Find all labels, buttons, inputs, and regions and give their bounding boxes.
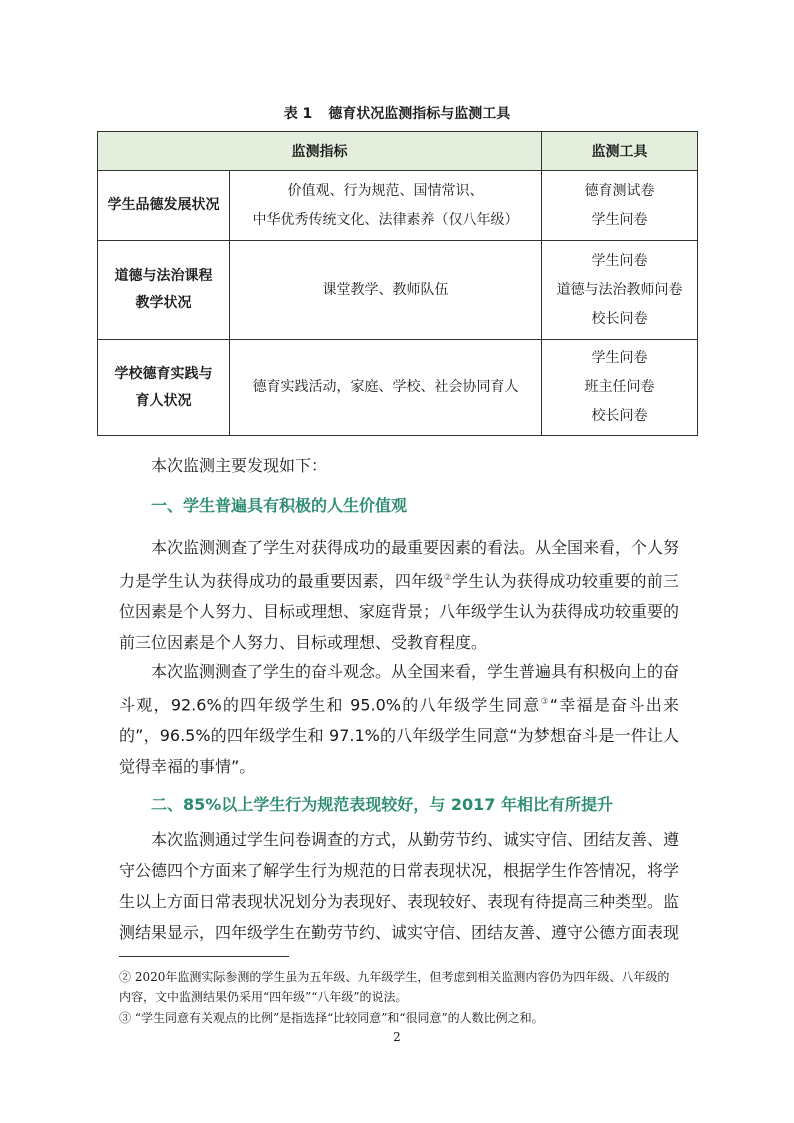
monitoring-table (97, 131, 698, 436)
section-heading-2: 二、85%以上学生行为规范表现较好，与 2017 年相比有所提升 (151, 795, 613, 814)
table-row (98, 171, 698, 241)
row-head (98, 241, 230, 340)
paragraph-text: 本次监测测查了学生对获得成功的最重要因素的看法。从全国来看，个人努力是学生认为获得成功的最重要因素，四年级 (119, 538, 680, 591)
paragraph-text: 学生认为获得成功较重要的前三位因素是个人努力、目标或理想、家庭背景；八年级学生认为获得成功较重要的前三位因素是个人努力、目标或理想、受教育程度。 (119, 571, 680, 653)
header-indicator: 监测指标 (98, 132, 542, 171)
indicator-cell (230, 171, 542, 241)
indicator-line: 课堂教学、教师队伍 (322, 281, 449, 298)
table-caption-title: 德育状况监测指标与监测工具 (328, 106, 511, 122)
tool-line: 学生问卷 (591, 211, 648, 228)
table-caption (0, 103, 794, 123)
footnote-ref: ② (443, 573, 452, 583)
row-head-line: 教学状况 (135, 295, 192, 311)
footnote-divider (119, 956, 289, 957)
paragraph (119, 532, 679, 658)
row-head (98, 171, 230, 241)
row-head-line: 道德与法治课程 (114, 268, 213, 284)
tool-line: 校长问卷 (591, 408, 648, 424)
tool-line: 班主任问卷 (584, 379, 655, 395)
row-head-line: 学校德育实践与 (114, 365, 213, 382)
table-row (98, 340, 698, 436)
footnote: ② 2020年监测实际参测的学生虽为五年级、九年级学生，但考虑到相关监测内容仍为四年级、八年级的内容，文中监测结果仍采用“四年级”“八年级”的说法。 (119, 970, 670, 1004)
paragraph-text: “幸福是奋斗出来的”，96.5%的四年级学生和 97.1%的八年级学生同意“为梦想奋斗是一件让人觉得幸福的事情”。 (119, 695, 679, 777)
indicator-line: 德育实践活动，家庭、学校、社会协同育人 (252, 379, 519, 395)
tool-line: 德育测试卷 (584, 182, 655, 199)
indicator-cell (230, 241, 542, 340)
intro-paragraph: 本次监测主要发现如下： (151, 456, 328, 475)
tool-line: 校长问卷 (591, 310, 648, 327)
row-head (98, 340, 230, 436)
row-head-line: 学生品德发展状况 (107, 197, 220, 213)
header-tool: 监测工具 (542, 132, 698, 171)
indicator-line: 中华优秀传统文化、法律素养（仅八年级） (252, 211, 519, 228)
footnote: ③ “学生同意有关观点的比例”是指选择“比较同意”和“很同意”的人数比例之和。 (119, 1011, 544, 1025)
section-heading-1: 一、学生普遍具有积极的人生价值观 (151, 496, 408, 515)
footnote-ref: ③ (540, 697, 550, 707)
table-caption-number: 表 1 (283, 106, 313, 122)
paragraph (119, 656, 679, 782)
tool-line: 学生问卷 (591, 252, 648, 269)
indicator-line: 价值观、行为规范、国情常识、 (287, 182, 484, 199)
row-head-line: 育人状况 (135, 392, 192, 409)
indicator-cell (230, 340, 542, 436)
tool-cell (542, 241, 698, 340)
tool-line: 学生问卷 (591, 350, 648, 366)
paragraph: 本次监测通过学生问卷调查的方式，从勤劳节约、诚实守信、团结友善、遵守公德四个方面来了解学生行为规范的日常表现状况，根据学生作答情况，将学生以上方面日常表现状况划分为表现好、表现较好、表现有待提高三种类型。监测结果显示，四年级学生在勤劳节约、诚实守信、团结友善、遵守公德方面表现 (119, 830, 680, 942)
tool-cell (542, 171, 698, 241)
paragraph-text: 本次监测测查了学生的奋斗观念。从全国来看，学生普遍具有积极向上的奋斗观，92.6%的四年级学生和 95.0%的八年级学生同意 (119, 662, 680, 715)
tool-line: 道德与法治教师问卷 (556, 281, 683, 298)
page-number: 2 (393, 1030, 401, 1044)
table-row (98, 241, 698, 340)
tool-cell (542, 340, 698, 436)
